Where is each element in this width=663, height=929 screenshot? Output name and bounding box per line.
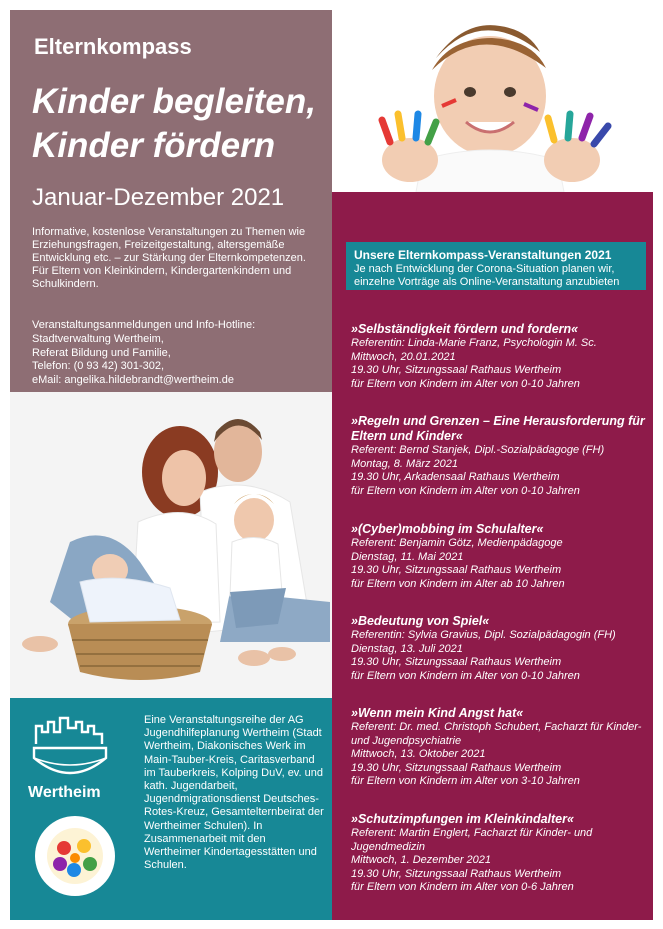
event-title: »Bedeutung von Spiel« — [351, 614, 490, 628]
family-illustration — [10, 392, 332, 698]
event-audience: für Eltern von Kindern im Alter von 0-10 Jahren — [351, 377, 580, 390]
footer-panel — [10, 698, 332, 920]
event-audience: für Eltern von Kindern im Alter von 3-10 Jahren — [351, 775, 580, 788]
event-title: »Selbständigkeit fördern und fordern« — [351, 322, 579, 336]
event-date: Montag, 8. März 2021 — [351, 457, 459, 470]
event-item — [351, 812, 647, 895]
events-header-subtitle: Je nach Entwicklung der Corona-Situation planen wir, einzelne Vorträge als Online-Veranstaltung anzubieten — [354, 263, 620, 288]
event-date: Mittwoch, 1. Dezember 2021 — [351, 854, 492, 867]
event-audience: für Eltern von Kindern im Alter von 0-10 Jahren — [351, 484, 580, 497]
event-item — [351, 522, 647, 591]
event-date: Mittwoch, 13. Oktober 2021 — [351, 748, 486, 761]
event-location: 19.30 Uhr, Arkadensaal Rathaus Wertheim — [351, 471, 560, 484]
event-audience: für Eltern von Kindern im Alter ab 10 Jahren — [351, 577, 565, 590]
event-item — [351, 706, 647, 789]
contact-line: Veranstaltungsanmeldungen und Info-Hotline: — [32, 319, 256, 331]
intro-text: Informative, kostenlose Veranstaltungen zu Themen wie Erziehungsfragen, Freizeitgestaltung, altersgemäße Entwicklung etc. – zur Stärkung der Elternkompetenzen. Für Eltern von Kleinkindern, Kindergartenkindern und Schulkindern. — [32, 226, 306, 290]
event-date: Mittwoch, 20.01.2021 — [351, 350, 456, 363]
event-speaker: Referent: Martin Englert, Facharzt für Kinder- und Jugendmedizin — [351, 827, 593, 853]
event-location: 19.30 Uhr, Sitzungssaal Rathaus Wertheim — [351, 364, 562, 377]
event-speaker: Referent: Dr. med. Christoph Schubert, Facharzt für Kinder- und Jugendpsychiatrie — [351, 721, 642, 747]
events-header-title: Unsere Elternkompass-Veranstaltungen 2021 — [354, 248, 612, 262]
ag-jugendhilfeplanung-logo-icon — [34, 812, 116, 900]
event-audience: für Eltern von Kindern im Alter von 0-10 Jahren — [351, 669, 580, 682]
headline — [32, 80, 316, 168]
wertheim-castle-logo-icon — [30, 714, 110, 784]
event-location: 19.30 Uhr, Sitzungssaal Rathaus Wertheim — [351, 761, 562, 774]
events-panel — [332, 192, 653, 920]
event-item — [351, 414, 647, 498]
wertheim-logo-label: Wertheim — [28, 784, 101, 801]
event-title: »Schutzimpfungen im Kleinkindalter« — [351, 812, 574, 826]
headline-line-2: Kinder fördern — [32, 126, 276, 165]
event-title: »(Cyber)mobbing im Schulalter« — [351, 522, 544, 536]
event-speaker: Referentin: Sylvia Gravius, Dipl. Sozialpädagogin (FH) — [351, 629, 616, 641]
events-header-box — [346, 242, 646, 290]
event-audience: für Eltern von Kindern im Alter von 0-6 Jahren — [351, 881, 574, 894]
headline-line-1: Kinder begleiten, — [32, 82, 316, 121]
event-speaker: Referentin: Linda-Marie Franz, Psychologin M. Sc. — [351, 337, 597, 349]
footer-description: Eine Veranstaltungsreihe der AG Jugendhilfeplanung Wertheim (Stadt Wertheim, Diakonisches Werk im Main-Tauber-Kreis, Caritasverband im Tauberkreis, Kolping DuV, ev. und kath. Jugendarbeit, Jugendmigrationsdienst Deutsches-Rotes-Kreuz, Gesamtelternbeirat der Wertheimer Schulen). In Zusammenarbeit mit den Wertheimer Kindertagesstätten und Schulen. — [144, 714, 324, 872]
brand-title: Elternkompass — [34, 34, 192, 59]
contact-line: Stadtverwaltung Wertheim, — [32, 332, 164, 345]
event-speaker: Referent: Bernd Stanjek, Dipl.-Sozialpädagoge (FH) — [351, 444, 605, 456]
intro-panel — [10, 10, 332, 392]
contact-info — [32, 319, 328, 388]
event-date: Dienstag, 13. Juli 2021 — [351, 642, 463, 655]
contact-line: Telefon: (0 93 42) 301-302, — [32, 360, 165, 373]
event-item — [351, 614, 647, 683]
event-location: 19.30 Uhr, Sitzungssaal Rathaus Wertheim — [351, 564, 562, 577]
child-photo — [332, 10, 653, 192]
event-item — [351, 322, 647, 391]
event-location: 19.30 Uhr, Sitzungssaal Rathaus Wertheim — [351, 656, 562, 669]
event-title: »Wenn mein Kind Angst hat« — [351, 706, 524, 720]
contact-email[interactable]: eMail: angelika.hildebrandt@wertheim.de — [32, 374, 234, 387]
event-date: Dienstag, 11. Mai 2021 — [351, 550, 464, 563]
contact-line: Referat Bildung und Familie, — [32, 346, 171, 359]
event-location: 19.30 Uhr, Sitzungssaal Rathaus Wertheim — [351, 867, 562, 880]
event-title: »Regeln und Grenzen – Eine Herausforderung für Eltern und Kinder« — [351, 414, 645, 443]
child-illustration — [332, 10, 653, 192]
event-speaker: Referent: Benjamin Götz, Medienpädagoge — [351, 537, 563, 549]
period: Januar-Dezember 2021 — [32, 184, 285, 211]
family-photo — [10, 392, 332, 698]
